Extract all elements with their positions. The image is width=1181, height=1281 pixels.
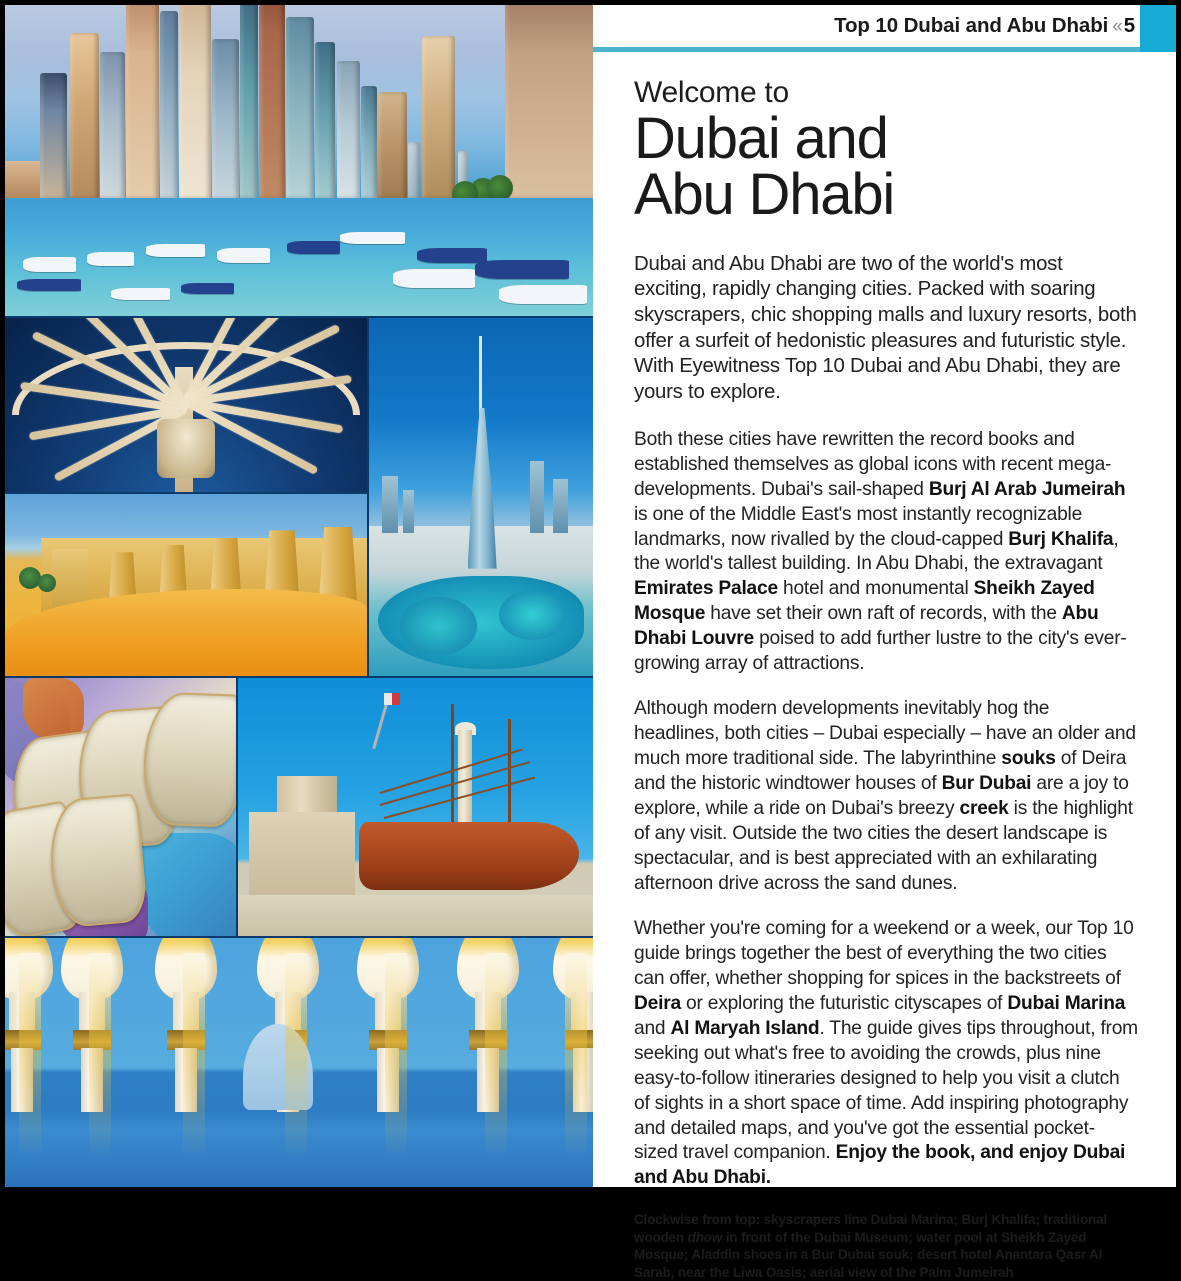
paragraph-2 xyxy=(634,428,1138,678)
text-column xyxy=(593,5,1176,1280)
term-emirates-palace: Emirates Palace xyxy=(634,578,778,600)
term-souks: souks xyxy=(1001,748,1056,770)
caption-seg-a: Clockwise from top: skyscrapers line Dubai Marina; Burj Khalifa; traditional wooden xyxy=(634,1212,1108,1245)
running-head-title: Top 10 Dubai and Abu Dhabi xyxy=(834,14,1109,37)
p3-seg-d: are a joy to explore, while a ride on Dubai's breezy xyxy=(634,773,1129,820)
term-creek: creek xyxy=(959,798,1009,820)
p4-seg-d: and xyxy=(634,1017,671,1039)
caption-italic-dhow: dhow xyxy=(687,1229,723,1245)
p3-seg-c: of Deira and the historic windtower houses of xyxy=(634,748,1127,795)
p2-seg-f: have set their own raft of records, with the xyxy=(705,603,1062,625)
p3-seg-a: Although modern developments inevitably hog the headlines, both cities – Dubai especially – have an older and much more traditional side. The labyrinthine xyxy=(634,698,1136,770)
term-abu-dhabi-louvre: Abu Dhabi Louvre xyxy=(634,603,1099,650)
page-title-line-1: Dubai and xyxy=(634,106,888,171)
photo-collage xyxy=(5,5,593,1187)
caption-seg-b: in front of the Dubai Museum; water pool at Sheikh Zayed Mosque; Aladdin shoes in a Bur Dubai souk; desert hotel Anantara Qasr Al Sarab, near the Liwa Oasis; aerial view of the Palm Jumeirah xyxy=(634,1229,1103,1280)
corner-accent-block xyxy=(1140,5,1176,52)
p4-seg-e: . The guide gives tips throughout, from seeking out what's free to avoiding the crowds, plus nine easy-to-follow itineraries designed to help you visit a clutch of sights in a short space of time. Add inspiring photography and detailed maps, and you've got the essential pocket-sized travel companion. xyxy=(634,1017,1138,1164)
p4-seg-a: Whether you're coming for a weekend or a week, our Top 10 guide brings together the best of everything the two cities can offer, whether shopping for spices in the backstreets of xyxy=(634,917,1134,989)
p2-seg-e: hotel and monumental xyxy=(777,578,974,600)
photo-sheikh-zayed-mosque-pool xyxy=(5,938,593,1187)
term-burj-al-arab-jumeirah: Burj Al Arab Jumeirah xyxy=(928,478,1126,500)
page-title xyxy=(634,106,1138,228)
page-number: 5 xyxy=(1123,14,1135,37)
photo-palm-jumeirah-aerial xyxy=(5,318,367,492)
term-burj-khalifa: Burj Khalifa xyxy=(1008,528,1114,550)
photo-burj-khalifa xyxy=(369,318,593,676)
chevron-left-icon: « xyxy=(1112,16,1123,37)
photo-aladdin-shoes-souk xyxy=(5,678,236,936)
p2-seg-a: Both these cities have rewritten the record books and established themselves as global icons with recent mega-developments. Dubai's sail-shaped xyxy=(634,428,1112,500)
running-head xyxy=(834,14,1135,38)
headline-kicker: Welcome to xyxy=(634,76,789,109)
paragraph-4 xyxy=(634,917,1138,1191)
closing-call-to-action: Enjoy the book, and enjoy Dubai and Abu Dhabi. xyxy=(634,1142,1126,1189)
lead-paragraph: Dubai and Abu Dhabi are two of the world's most exciting, rapidly changing cities. Packed with soaring skyscrapers, chic shopping malls and luxury resorts, both offer a surfeit of hedonistic pleasures and futuristic style. With Eyewitness Top 10 Dubai and Abu Dhabi, they are yours to explore. xyxy=(634,252,1137,404)
term-al-maryah-island: Al Maryah Island xyxy=(670,1017,820,1039)
term-deira: Deira xyxy=(634,992,681,1014)
paragraph-3 xyxy=(634,697,1138,897)
p2-seg-g: poised to add further lustre to the city's ever-growing array of attractions. xyxy=(634,628,1127,675)
photo-dubai-marina-skyscrapers xyxy=(5,5,593,316)
page-title-line-2: Abu Dhabi xyxy=(634,162,895,228)
photo-dhow-dubai-museum xyxy=(238,678,593,936)
p4-seg-c: or exploring the futuristic cityscapes of xyxy=(680,992,1008,1014)
p3-seg-e: is the highlight of any visit. Outside the two cities the desert landscape is spectacular, and is best appreciated with an exhilarating afternoon drive across the sand dunes. xyxy=(634,798,1133,894)
photo-caption xyxy=(634,1211,1138,1281)
article-body xyxy=(634,60,1138,1281)
term-bur-dubai: Bur Dubai xyxy=(941,773,1032,795)
term-dubai-marina: Dubai Marina xyxy=(1007,992,1126,1014)
p2-seg-d: , the world's tallest building. In Abu Dhabi, the extravagant xyxy=(634,528,1119,575)
term-sheikh-zayed-mosque: Sheikh Zayed Mosque xyxy=(634,578,1095,625)
photo-desert-hotel-qasr-al-sarab xyxy=(5,494,367,676)
p2-seg-c: is one of the Middle East's most instantly recognizable landmarks, now rivalled by the cloud-capped xyxy=(634,503,1083,550)
